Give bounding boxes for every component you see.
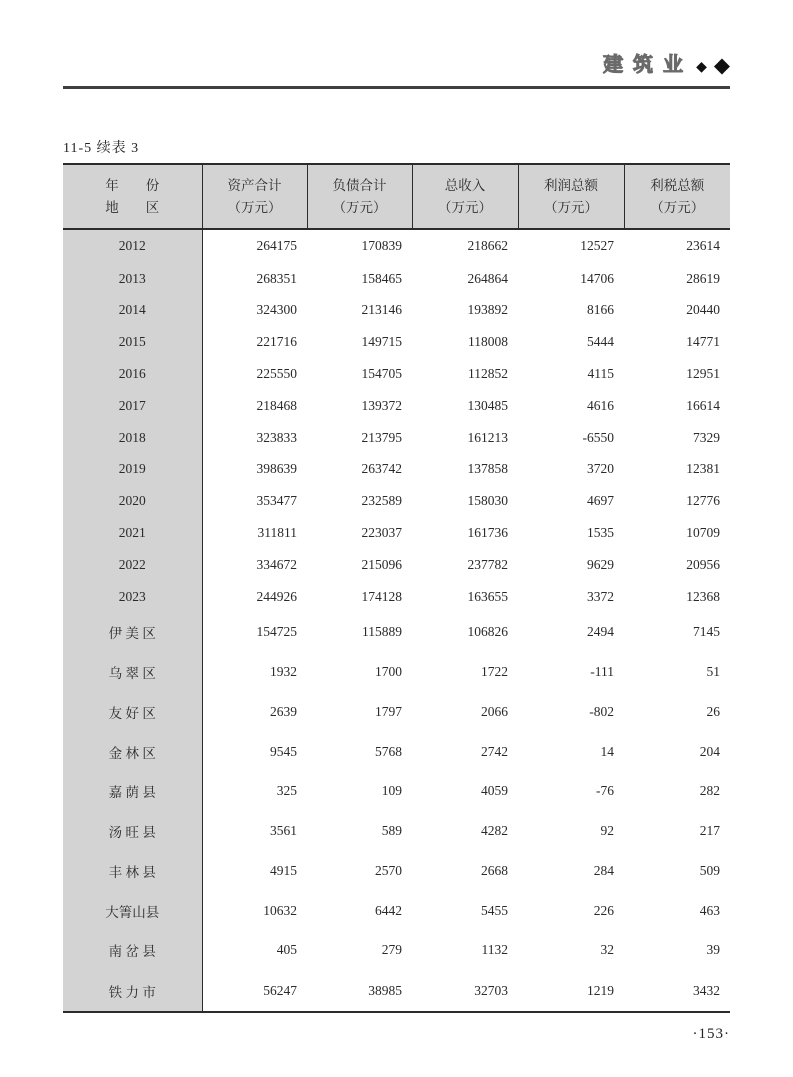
table-row bbox=[63, 692, 730, 732]
row-label-cell: 丰 林 县 bbox=[63, 851, 202, 891]
value-cell: 2494 bbox=[518, 613, 624, 653]
row-label-cell: 2016 bbox=[63, 358, 202, 390]
column-header-cell bbox=[624, 164, 730, 229]
row-header-line2: 地 区 bbox=[105, 199, 160, 215]
table-header-row bbox=[63, 164, 730, 229]
page-number: ·153· bbox=[692, 1026, 730, 1042]
value-cell: 215096 bbox=[307, 549, 412, 581]
table-row bbox=[63, 613, 730, 653]
table-row bbox=[63, 422, 730, 454]
value-cell: 1219 bbox=[518, 970, 624, 1012]
row-label-cell: 2013 bbox=[63, 263, 202, 295]
value-cell: -111 bbox=[518, 652, 624, 692]
value-cell: 2639 bbox=[202, 692, 307, 732]
column-header-line2: （万元） bbox=[332, 199, 387, 215]
row-label-cell: 2012 bbox=[63, 229, 202, 263]
table-row bbox=[63, 771, 730, 811]
row-label-cell: 嘉 荫 县 bbox=[63, 771, 202, 811]
value-cell: 509 bbox=[624, 851, 730, 891]
value-cell: 109 bbox=[307, 771, 412, 811]
value-cell: 12381 bbox=[624, 454, 730, 486]
value-cell: 218468 bbox=[202, 390, 307, 422]
diamond-small-icon: ◆ bbox=[696, 59, 707, 75]
column-header-line2: （万元） bbox=[438, 199, 492, 215]
masthead-rule bbox=[63, 86, 730, 89]
column-header-cell bbox=[307, 164, 412, 229]
value-cell: 10632 bbox=[202, 891, 307, 931]
value-cell: 12527 bbox=[518, 229, 624, 263]
value-cell: 284 bbox=[518, 851, 624, 891]
value-cell: 9629 bbox=[518, 549, 624, 581]
section-masthead bbox=[603, 54, 730, 76]
value-cell: 115889 bbox=[307, 613, 412, 653]
value-cell: 282 bbox=[624, 771, 730, 811]
value-cell: 4915 bbox=[202, 851, 307, 891]
value-cell: 589 bbox=[307, 811, 412, 851]
value-cell: 225550 bbox=[202, 358, 307, 390]
column-header-line2: （万元） bbox=[650, 199, 705, 215]
value-cell: -6550 bbox=[518, 422, 624, 454]
table-row bbox=[63, 390, 730, 422]
value-cell: 12951 bbox=[624, 358, 730, 390]
value-cell: -802 bbox=[518, 692, 624, 732]
value-cell: 334672 bbox=[202, 549, 307, 581]
value-cell: 112852 bbox=[412, 358, 518, 390]
value-cell: 106826 bbox=[412, 613, 518, 653]
value-cell: 4282 bbox=[412, 811, 518, 851]
value-cell: 20956 bbox=[624, 549, 730, 581]
table-row bbox=[63, 851, 730, 891]
value-cell: 3720 bbox=[518, 454, 624, 486]
row-label-cell: 铁 力 市 bbox=[63, 970, 202, 1012]
table-row bbox=[63, 652, 730, 692]
value-cell: 174128 bbox=[307, 581, 412, 613]
row-label-cell: 2023 bbox=[63, 581, 202, 613]
value-cell: 5768 bbox=[307, 732, 412, 772]
value-cell: 1932 bbox=[202, 652, 307, 692]
value-cell: 28619 bbox=[624, 263, 730, 295]
value-cell: 6442 bbox=[307, 891, 412, 931]
value-cell: 7329 bbox=[624, 422, 730, 454]
table-row bbox=[63, 295, 730, 327]
value-cell: 217 bbox=[624, 811, 730, 851]
table-row bbox=[63, 811, 730, 851]
row-label-cell: 大箐山县 bbox=[63, 891, 202, 931]
value-cell: 154705 bbox=[307, 358, 412, 390]
value-cell: 32 bbox=[518, 930, 624, 970]
value-cell: 130485 bbox=[412, 390, 518, 422]
table-row bbox=[63, 485, 730, 517]
table-row bbox=[63, 358, 730, 390]
value-cell: 325 bbox=[202, 771, 307, 811]
value-cell: 12368 bbox=[624, 581, 730, 613]
table-row bbox=[63, 326, 730, 358]
row-label-cell: 2014 bbox=[63, 295, 202, 327]
value-cell: 324300 bbox=[202, 295, 307, 327]
value-cell: 12776 bbox=[624, 485, 730, 517]
value-cell: 223037 bbox=[307, 517, 412, 549]
value-cell: 92 bbox=[518, 811, 624, 851]
value-cell: 193892 bbox=[412, 295, 518, 327]
value-cell: 14771 bbox=[624, 326, 730, 358]
value-cell: 204 bbox=[624, 732, 730, 772]
value-cell: 137858 bbox=[412, 454, 518, 486]
table-row bbox=[63, 263, 730, 295]
value-cell: 213795 bbox=[307, 422, 412, 454]
column-header-line1: 总收入 bbox=[444, 177, 486, 193]
value-cell: 2742 bbox=[412, 732, 518, 772]
row-label-cell: 2022 bbox=[63, 549, 202, 581]
row-label-cell: 友 好 区 bbox=[63, 692, 202, 732]
value-cell: 398639 bbox=[202, 454, 307, 486]
value-cell: 213146 bbox=[307, 295, 412, 327]
value-cell: 1535 bbox=[518, 517, 624, 549]
table-row bbox=[63, 970, 730, 1012]
column-header-line2: （万元） bbox=[227, 199, 282, 215]
value-cell: 38985 bbox=[307, 970, 412, 1012]
value-cell: 323833 bbox=[202, 422, 307, 454]
value-cell: 311811 bbox=[202, 517, 307, 549]
table-row bbox=[63, 581, 730, 613]
value-cell: 2570 bbox=[307, 851, 412, 891]
value-cell: 218662 bbox=[412, 229, 518, 263]
value-cell: 32703 bbox=[412, 970, 518, 1012]
column-header-cell bbox=[202, 164, 307, 229]
row-label-cell: 2020 bbox=[63, 485, 202, 517]
value-cell: 3372 bbox=[518, 581, 624, 613]
value-cell: 161736 bbox=[412, 517, 518, 549]
value-cell: 5444 bbox=[518, 326, 624, 358]
row-label-cell: 南 岔 县 bbox=[63, 930, 202, 970]
row-label-cell: 2015 bbox=[63, 326, 202, 358]
value-cell: 56247 bbox=[202, 970, 307, 1012]
row-label-cell: 2021 bbox=[63, 517, 202, 549]
value-cell: 5455 bbox=[412, 891, 518, 931]
value-cell: 2066 bbox=[412, 692, 518, 732]
row-header-line1: 年 份 bbox=[105, 177, 160, 193]
value-cell: 226 bbox=[518, 891, 624, 931]
value-cell: 3432 bbox=[624, 970, 730, 1012]
value-cell: 232589 bbox=[307, 485, 412, 517]
row-label-cell: 金 林 区 bbox=[63, 732, 202, 772]
row-label-cell: 2018 bbox=[63, 422, 202, 454]
value-cell: 4059 bbox=[412, 771, 518, 811]
value-cell: 2668 bbox=[412, 851, 518, 891]
value-cell: 244926 bbox=[202, 581, 307, 613]
value-cell: 158030 bbox=[412, 485, 518, 517]
row-label-cell: 2019 bbox=[63, 454, 202, 486]
value-cell: 237782 bbox=[412, 549, 518, 581]
value-cell: 149715 bbox=[307, 326, 412, 358]
row-label-cell: 汤 旺 县 bbox=[63, 811, 202, 851]
column-header-line1: 负债合计 bbox=[332, 177, 387, 193]
row-label-cell: 伊 美 区 bbox=[63, 613, 202, 653]
value-cell: 7145 bbox=[624, 613, 730, 653]
column-header-line1: 利润总额 bbox=[544, 177, 598, 193]
value-cell: 1797 bbox=[307, 692, 412, 732]
row-header-cell bbox=[63, 164, 202, 229]
table-row bbox=[63, 454, 730, 486]
value-cell: 26 bbox=[624, 692, 730, 732]
value-cell: 20440 bbox=[624, 295, 730, 327]
value-cell: 39 bbox=[624, 930, 730, 970]
table-row bbox=[63, 891, 730, 931]
value-cell: 263742 bbox=[307, 454, 412, 486]
value-cell: 1132 bbox=[412, 930, 518, 970]
value-cell: 4616 bbox=[518, 390, 624, 422]
value-cell: 16614 bbox=[624, 390, 730, 422]
column-header-cell bbox=[518, 164, 624, 229]
value-cell: 4697 bbox=[518, 485, 624, 517]
table-row bbox=[63, 930, 730, 970]
value-cell: 463 bbox=[624, 891, 730, 931]
value-cell: 139372 bbox=[307, 390, 412, 422]
table-row bbox=[63, 517, 730, 549]
table-row bbox=[63, 549, 730, 581]
table-continuation-label: 11-5 续表 3 bbox=[63, 141, 140, 156]
value-cell: 264175 bbox=[202, 229, 307, 263]
value-cell: 8166 bbox=[518, 295, 624, 327]
value-cell: 268351 bbox=[202, 263, 307, 295]
value-cell: 118008 bbox=[412, 326, 518, 358]
value-cell: 1722 bbox=[412, 652, 518, 692]
value-cell: 161213 bbox=[412, 422, 518, 454]
value-cell: 14706 bbox=[518, 263, 624, 295]
table-body bbox=[63, 229, 730, 1012]
value-cell: 158465 bbox=[307, 263, 412, 295]
value-cell: 170839 bbox=[307, 229, 412, 263]
value-cell: 4115 bbox=[518, 358, 624, 390]
value-cell: 9545 bbox=[202, 732, 307, 772]
column-header-line1: 利税总额 bbox=[650, 177, 705, 193]
section-title: 建筑业 bbox=[603, 54, 694, 76]
value-cell: 264864 bbox=[412, 263, 518, 295]
table-row bbox=[63, 732, 730, 772]
value-cell: 221716 bbox=[202, 326, 307, 358]
value-cell: 405 bbox=[202, 930, 307, 970]
value-cell: 14 bbox=[518, 732, 624, 772]
value-cell: 1700 bbox=[307, 652, 412, 692]
value-cell: 23614 bbox=[624, 229, 730, 263]
value-cell: 51 bbox=[624, 652, 730, 692]
value-cell: 163655 bbox=[412, 581, 518, 613]
value-cell: -76 bbox=[518, 771, 624, 811]
value-cell: 10709 bbox=[624, 517, 730, 549]
row-label-cell: 2017 bbox=[63, 390, 202, 422]
column-header-cell bbox=[412, 164, 518, 229]
value-cell: 353477 bbox=[202, 485, 307, 517]
diamond-large-icon: ◆ bbox=[713, 53, 730, 77]
value-cell: 279 bbox=[307, 930, 412, 970]
column-header-line1: 资产合计 bbox=[227, 177, 282, 193]
value-cell: 3561 bbox=[202, 811, 307, 851]
column-header-line2: （万元） bbox=[544, 199, 598, 215]
statistics-table bbox=[63, 163, 730, 1013]
row-label-cell: 乌 翠 区 bbox=[63, 652, 202, 692]
value-cell: 154725 bbox=[202, 613, 307, 653]
table-row bbox=[63, 229, 730, 263]
